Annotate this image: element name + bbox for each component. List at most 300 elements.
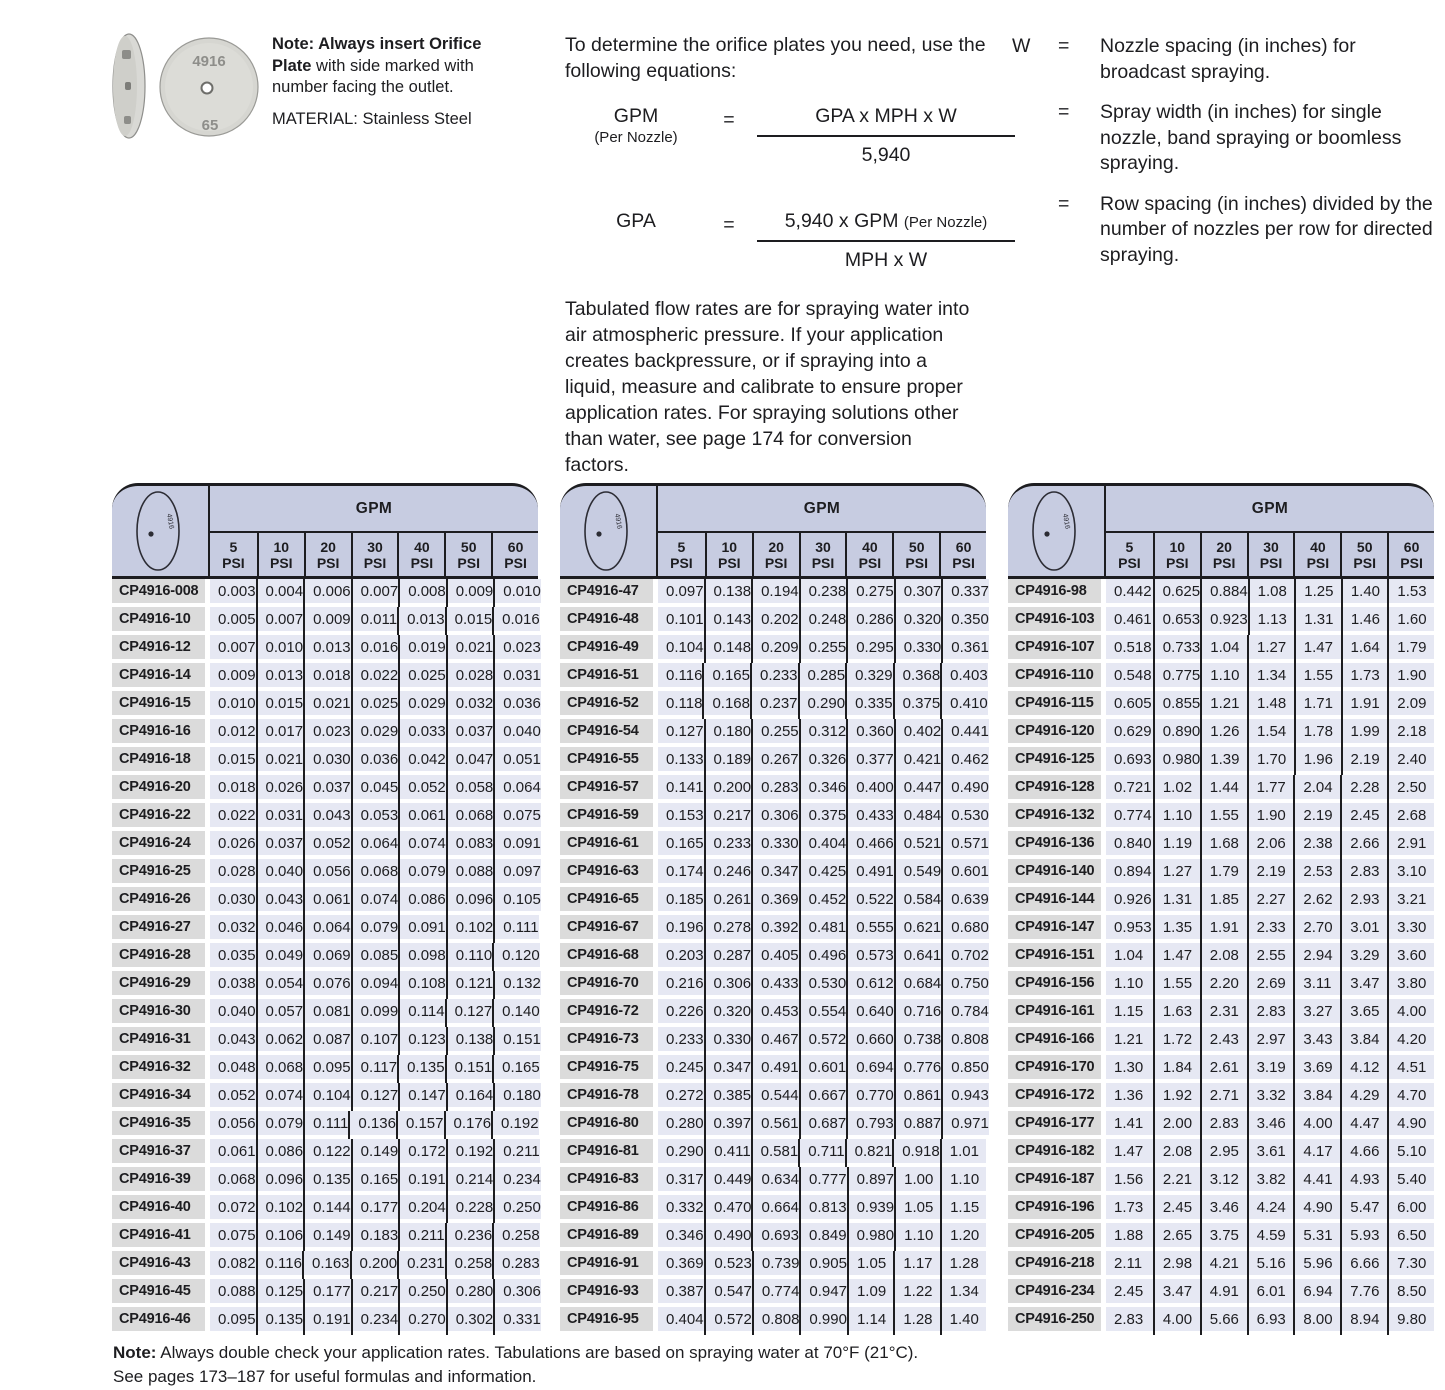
gpm-value-cell: 2.45 [1106, 1279, 1153, 1307]
gpm-value-cell: 0.138 [704, 579, 752, 607]
table-row [112, 1307, 541, 1335]
gpm-value-cell: 0.211 [398, 1223, 444, 1251]
gpm-value-cell: 4.24 [1247, 1195, 1294, 1223]
gpm-value-cell: 0.392 [751, 915, 799, 943]
part-number-cell: CP4916-70 [560, 971, 658, 999]
gpm-value-cell: 0.015 [445, 607, 493, 635]
gpm-value-cell: 0.116 [658, 663, 702, 691]
gpm-value-cell: 0.306 [704, 971, 752, 999]
table-row [560, 1195, 986, 1223]
gpm-value-cell: 1.00 [894, 1167, 940, 1195]
gpm-value-cell: 1.46 [1341, 607, 1388, 635]
gpm-value-cell: 0.694 [846, 1055, 894, 1083]
gpm-value-cell: 0.191 [398, 1167, 446, 1195]
gpm-value-cell: 0.295 [846, 635, 894, 663]
gpm-value-cell: 0.739 [752, 1251, 800, 1279]
gpm-value-cell: 0.032 [210, 915, 256, 943]
gpm-value-cell: 0.086 [398, 887, 446, 915]
table-row [1008, 691, 1434, 719]
gpm-value-cell: 0.447 [894, 775, 942, 803]
gpm-value-cell: 0.123 [398, 1027, 446, 1055]
gpm-value-cell: 1.21 [1106, 1027, 1153, 1055]
gpm-value-cell: 6.50 [1387, 1223, 1434, 1251]
gpm-value-cell: 0.102 [256, 1195, 304, 1223]
gpm-value-cell: 0.813 [799, 1195, 847, 1223]
gpm-value-cell: 1.73 [1341, 663, 1388, 691]
gpm-value-cell: 0.010 [210, 691, 256, 719]
footer-note-bold: Note: [113, 1343, 157, 1362]
gpm-value-cell: 1.41 [1106, 1111, 1153, 1139]
gpm-value-cell: 0.821 [845, 1139, 893, 1167]
gpm-value-cell: 1.48 [1247, 691, 1294, 719]
part-number-cell: CP4916-98 [1008, 579, 1106, 607]
gpm-value-cell: 0.149 [303, 1223, 351, 1251]
table-row [560, 887, 989, 915]
part-number-cell: CP4916-72 [560, 999, 658, 1027]
gpm-value-cell: 3.65 [1340, 999, 1387, 1027]
gpm-value-cell: 0.214 [446, 1167, 494, 1195]
gpm-value-cell: 0.074 [398, 831, 446, 859]
gpm-value-cell: 0.013 [303, 635, 351, 663]
gpm-value-cell: 2.08 [1153, 1139, 1200, 1167]
gpm-value-cell: 0.028 [210, 859, 256, 887]
gpm-value-cell: 4.00 [1293, 1111, 1340, 1139]
gpm-value-cell: 1.47 [1153, 943, 1200, 971]
gpm-value-cell: 0.165 [351, 1167, 399, 1195]
part-number-cell: CP4916-40 [112, 1195, 210, 1223]
gpm-value-cell: 5.66 [1200, 1307, 1247, 1335]
w-definition-text: Spray width (in inches) for single nozzle, band spraying or boomless spraying. [1100, 101, 1402, 174]
gpm-value-cell: 3.19 [1247, 1055, 1294, 1083]
orifice-plate-icon [112, 486, 210, 576]
gpm-value-cell: 2.33 [1247, 915, 1294, 943]
gpm-value-cell: 1.68 [1200, 831, 1247, 859]
gpm-value-cell: 0.019 [398, 635, 446, 663]
gpm-value-cell: 1.71 [1294, 691, 1341, 719]
gpm-value-cell: 0.088 [210, 1279, 256, 1307]
table-row [112, 1055, 538, 1083]
gpm-value-cell: 1.05 [894, 1195, 940, 1223]
part-number-cell: CP4916-107 [1008, 635, 1106, 663]
table-row [112, 1195, 541, 1223]
table-row [1008, 1251, 1434, 1279]
gpm-value-cell: 5.96 [1293, 1251, 1340, 1279]
gpm-value-cell: 0.185 [658, 887, 704, 915]
part-number-cell: CP4916-28 [112, 943, 210, 971]
gpm-value-cell: 0.076 [303, 971, 351, 999]
part-number-cell: CP4916-54 [560, 719, 658, 747]
table-row [112, 1167, 541, 1195]
equations-intro: To determine the orifice plates you need, use the following equations: [565, 34, 986, 82]
gpm-value-cell: 1.22 [893, 1279, 939, 1307]
gpm-value-cell: 0.306 [493, 1279, 541, 1307]
gpm-value-cell: 0.018 [210, 775, 256, 803]
gpm-value-cell: 0.015 [210, 747, 256, 775]
gpm-value-cell: 1.04 [1106, 943, 1153, 971]
table-row [560, 1251, 986, 1279]
gpm-value-cell: 0.052 [210, 1083, 256, 1111]
part-number-cell: CP4916-24 [112, 831, 210, 859]
gpm-value-cell: 0.267 [751, 747, 799, 775]
gpm-value-cell: 0.410 [940, 691, 988, 719]
gpm-value-cell: 0.521 [894, 831, 942, 859]
table-row [112, 831, 541, 859]
gpm-value-cell: 0.004 [256, 579, 304, 607]
part-number-cell: CP4916-73 [560, 1027, 658, 1055]
gpm-value-cell: 2.08 [1200, 943, 1247, 971]
gpm-value-cell: 0.144 [303, 1195, 351, 1223]
gpm-value-cell: 2.19 [1293, 803, 1340, 831]
equals-sign: = [723, 214, 735, 236]
gpm-value-cell: 0.013 [397, 607, 445, 635]
table-row [112, 579, 541, 607]
gpm-value-cell: 0.421 [894, 747, 942, 775]
gpm-value-cell: 0.069 [303, 943, 351, 971]
part-number-cell: CP4916-43 [112, 1251, 210, 1279]
part-number-cell: CP4916-182 [1008, 1139, 1106, 1167]
gpm-value-cell: 0.030 [303, 747, 351, 775]
part-number-cell: CP4916-41 [112, 1223, 210, 1251]
gpm-value-cell: 0.157 [396, 1111, 444, 1139]
gpm-value-cell: 4.66 [1340, 1139, 1387, 1167]
gpm-value-cell: 0.211 [493, 1139, 539, 1167]
gpm-value-cell: 0.433 [846, 803, 894, 831]
gpm-value-cell: 1.40 [940, 1307, 986, 1335]
table-row [560, 971, 989, 999]
gpm-value-cell: 2.91 [1387, 831, 1434, 859]
gpm-value-cell: 0.452 [799, 887, 847, 915]
part-number-cell: CP4916-48 [560, 607, 658, 635]
gpm-value-cell: 1.77 [1247, 775, 1294, 803]
gpm-value-cell: 0.302 [446, 1307, 494, 1335]
gpm-value-cell: 1.60 [1387, 607, 1434, 635]
table-row [1008, 1055, 1434, 1083]
gpm-label: GPM [613, 105, 659, 127]
table-row [1008, 1223, 1434, 1251]
gpm-value-cell: 2.00 [1153, 1111, 1200, 1139]
plate-icon-label: 4916 [165, 513, 175, 530]
psi-column-header: 50 PSI [444, 533, 491, 576]
gpm-value-cell: 1.10 [940, 1167, 986, 1195]
gpm-value-cell: 0.031 [256, 803, 304, 831]
part-number-cell: CP4916-26 [112, 887, 210, 915]
part-number-cell: CP4916-63 [560, 859, 658, 887]
gpm-value-cell: 0.056 [303, 859, 351, 887]
gpm-value-cell: 0.132 [493, 971, 541, 999]
disc-bottom-label: 65 [201, 117, 219, 134]
gpm-value-cell: 1.44 [1200, 775, 1247, 803]
table-row [1008, 747, 1434, 775]
gpm-value-cell: 0.808 [941, 1027, 989, 1055]
gpm-value-cell: 0.091 [493, 831, 541, 859]
gpm-value-cell: 1.55 [1200, 803, 1247, 831]
gpm-value-cell: 1.15 [940, 1195, 986, 1223]
gpm-value-cell: 2.71 [1200, 1083, 1247, 1111]
gpm-value-cell: 1.10 [1106, 971, 1153, 999]
gpm-value-cell: 0.165 [492, 1055, 540, 1083]
gpm-value-cell: 3.32 [1247, 1083, 1294, 1111]
gpm-value-cell: 0.011 [351, 607, 397, 635]
plate-icon-label: 4916 [1061, 513, 1071, 530]
gpm-value-cell: 0.203 [658, 943, 704, 971]
gpm-value-cell: 0.234 [351, 1307, 399, 1335]
gpm-value-cell: 2.18 [1387, 719, 1434, 747]
part-number-cell: CP4916-18 [112, 747, 210, 775]
gpm-value-cell: 0.127 [658, 719, 704, 747]
gpm-value-cell: 0.217 [351, 1279, 399, 1307]
gpm-value-cell: 1.84 [1153, 1055, 1200, 1083]
table-row [1008, 1139, 1434, 1167]
part-number-cell: CP4916-218 [1008, 1251, 1106, 1279]
table-row [112, 775, 541, 803]
gpm-value-cell: 0.114 [398, 999, 444, 1027]
gpm-value-cell: 0.639 [941, 887, 989, 915]
gpm-value-cell: 0.329 [845, 663, 893, 691]
part-number-cell: CP4916-115 [1008, 691, 1106, 719]
part-number-cell: CP4916-12 [112, 635, 210, 663]
gpm-value-cell: 0.046 [256, 915, 304, 943]
gpm-value-cell: 3.84 [1293, 1083, 1340, 1111]
gpm-value-cell: 4.12 [1340, 1055, 1387, 1083]
gpm-value-cell: 2.98 [1153, 1251, 1200, 1279]
gpm-value-cell: 1.15 [1106, 999, 1153, 1027]
gpm-value-cell: 0.007 [210, 635, 256, 663]
gpm-value-cell: 1.28 [940, 1251, 986, 1279]
table-row [560, 719, 989, 747]
gpm-value-cell: 1.27 [1153, 859, 1200, 887]
gpm-value-cell: 0.037 [303, 775, 351, 803]
gpm-value-cell: 0.330 [751, 831, 799, 859]
gpm-value-cell: 0.905 [799, 1251, 847, 1279]
gpm-value-cell: 0.317 [658, 1167, 704, 1195]
plate-icon-label: 4916 [613, 513, 623, 530]
gpm-value-cell: 0.007 [256, 607, 304, 635]
gpm-value-cell: 0.404 [799, 831, 847, 859]
gpm-value-cell: 0.009 [446, 579, 494, 607]
table-row [1008, 971, 1434, 999]
gpm-value-cell: 0.189 [704, 747, 752, 775]
gpm-value-cell: 0.061 [303, 887, 351, 915]
psi-column-header: 5 PSI [222, 538, 245, 571]
gpm-value-cell: 0.680 [941, 915, 989, 943]
equations-section [565, 32, 1000, 271]
gpm-value-cell: 2.31 [1200, 999, 1247, 1027]
gpm-value-cell: 2.83 [1247, 999, 1294, 1027]
gpm-value-cell: 0.234 [493, 1167, 541, 1195]
gpm-value-cell: 2.68 [1387, 803, 1434, 831]
gpm-value-cell: 0.177 [303, 1279, 351, 1307]
gpm-value-cell: 5.40 [1387, 1167, 1434, 1195]
gpm-value-cell: 0.939 [847, 1195, 895, 1223]
gpm-value-cell: 1.55 [1153, 971, 1200, 999]
gpm-value-cell: 0.523 [704, 1251, 752, 1279]
gpm-value-cell: 0.245 [658, 1055, 704, 1083]
gpm-value-cell: 1.99 [1341, 719, 1388, 747]
gpm-value-cell: 0.003 [210, 579, 256, 607]
gpm-value-cell: 1.05 [847, 1251, 893, 1279]
gpm-value-cell: 0.036 [493, 691, 541, 719]
table-row [1008, 1111, 1434, 1139]
table-row [1008, 999, 1434, 1027]
gpm-value-cell: 0.947 [799, 1279, 847, 1307]
gpa-numerator-small: (Per Nozzle) [903, 214, 988, 231]
gpa-fraction [757, 210, 1015, 272]
gpm-value-cell: 4.00 [1153, 1307, 1200, 1335]
gpm-value-cell: 1.01 [940, 1139, 986, 1167]
gpm-value-cell: 3.47 [1153, 1279, 1200, 1307]
gpm-value-cell: 0.346 [658, 1223, 704, 1251]
table-row [112, 607, 538, 635]
table-row [560, 747, 989, 775]
table-row [560, 943, 989, 971]
psi-column-header: 5 PSI [670, 538, 693, 571]
table-row [112, 1027, 541, 1055]
gpm-value-cell: 0.106 [256, 1223, 304, 1251]
gpm-value-cell: 0.887 [894, 1111, 942, 1139]
gpm-value-cell: 0.449 [704, 1167, 752, 1195]
table-row [112, 1139, 538, 1167]
table-row [1008, 831, 1434, 859]
gpm-value-cell: 0.337 [941, 579, 989, 607]
equals-sign: = [1058, 192, 1070, 215]
gpm-value-cell: 0.087 [303, 1027, 351, 1055]
gpm-value-cell: 0.953 [1106, 915, 1153, 943]
gpm-value-cell: 0.009 [210, 663, 256, 691]
gpm-value-cell: 0.096 [446, 887, 494, 915]
gpm-value-cell: 0.091 [398, 915, 446, 943]
w-symbol: W [1012, 35, 1031, 57]
table-row [560, 831, 989, 859]
gpm-value-cell: 0.068 [256, 1055, 304, 1083]
gpm-value-cell: 6.01 [1247, 1279, 1294, 1307]
insert-note [272, 34, 496, 99]
gpm-value-cell: 2.94 [1293, 943, 1340, 971]
part-number-cell: CP4916-30 [112, 999, 210, 1027]
gpm-value-cell: 2.04 [1293, 775, 1340, 803]
gpm-value-cell: 0.200 [704, 775, 752, 803]
gpm-value-cell: 0.490 [704, 1223, 752, 1251]
gpm-value-cell: 0.402 [894, 719, 942, 747]
gpm-value-cell: 0.255 [751, 719, 799, 747]
gpm-value-cell: 0.108 [398, 971, 446, 999]
gpm-value-cell: 2.19 [1247, 859, 1294, 887]
table-row [560, 635, 989, 663]
gpm-value-cell: 0.033 [398, 719, 446, 747]
gpm-value-cell: 0.918 [892, 1139, 940, 1167]
gpm-value-cell: 0.629 [1106, 719, 1153, 747]
table-row [112, 1279, 541, 1307]
table-row [560, 775, 989, 803]
gpm-value-cell: 0.010 [256, 635, 304, 663]
gpm-value-cell: 1.63 [1153, 999, 1200, 1027]
table-row [112, 1251, 538, 1279]
gpm-value-cell: 0.548 [1106, 663, 1153, 691]
gpm-value-cell: 0.094 [351, 971, 399, 999]
gpm-value-cell: 0.072 [210, 1195, 256, 1223]
gpm-value-cell: 0.064 [493, 775, 541, 803]
gpm-value-cell: 2.50 [1387, 775, 1434, 803]
gpm-value-cell: 2.62 [1293, 887, 1340, 915]
gpm-value-cell: 0.687 [799, 1111, 847, 1139]
table-row [1008, 859, 1434, 887]
gpm-value-cell: 0.283 [751, 775, 799, 803]
gpm-value-cell: 0.347 [751, 859, 799, 887]
gpm-value-cell: 0.346 [799, 775, 847, 803]
gpm-value-cell: 2.83 [1340, 859, 1387, 887]
gpm-value-cell: 0.849 [799, 1223, 847, 1251]
gpm-value-cell: 2.11 [1106, 1251, 1153, 1279]
gpm-value-cell: 0.496 [799, 943, 847, 971]
gpm-value-cell: 3.12 [1200, 1167, 1247, 1195]
gpm-value-cell: 0.601 [941, 859, 989, 887]
part-number-cell: CP4916-83 [560, 1167, 658, 1195]
part-number-cell: CP4916-234 [1008, 1279, 1106, 1307]
gpm-value-cell: 0.202 [751, 607, 799, 635]
part-number-cell: CP4916-61 [560, 831, 658, 859]
part-number-cell: CP4916-81 [560, 1139, 658, 1167]
gpm-value-cell: 0.518 [1106, 635, 1153, 663]
gpm-value-cell: 0.387 [658, 1279, 704, 1307]
gpm-value-cell: 0.006 [303, 579, 351, 607]
gpm-value-cell: 0.840 [1106, 831, 1153, 859]
gpm-value-cell: 4.47 [1340, 1111, 1387, 1139]
flow-table-2 [560, 483, 989, 1335]
gpm-value-cell: 1.26 [1200, 719, 1247, 747]
gpm-value-cell: 2.95 [1200, 1139, 1247, 1167]
gpm-value-cell: 0.283 [492, 1251, 540, 1279]
gpm-value-cell: 0.320 [704, 999, 752, 1027]
gpm-value-cell: 0.045 [351, 775, 399, 803]
gpm-value-cell: 0.306 [751, 803, 799, 831]
gpm-value-cell: 0.191 [303, 1307, 351, 1335]
gpm-value-cell: 0.122 [303, 1139, 351, 1167]
table-row [112, 999, 538, 1027]
gpm-value-cell: 0.312 [799, 719, 847, 747]
part-number-cell: CP4916-49 [560, 635, 658, 663]
gpm-sublabel: (Per Nozzle) [594, 129, 678, 146]
gpm-value-cell: 0.180 [704, 719, 752, 747]
gpm-value-cell: 0.075 [210, 1223, 256, 1251]
gpm-value-cell: 3.11 [1293, 971, 1340, 999]
part-number-cell: CP4916-125 [1008, 747, 1106, 775]
gpm-value-cell: 0.196 [658, 915, 704, 943]
gpm-value-cell: 1.47 [1294, 635, 1341, 663]
gpm-value-cell: 2.69 [1247, 971, 1294, 999]
gpm-value-cell: 0.280 [658, 1111, 704, 1139]
gpm-value-cell: 0.120 [492, 943, 540, 971]
gpa-equation-label [571, 210, 701, 233]
gpm-value-cell: 1.10 [894, 1223, 940, 1251]
gpm-value-cell: 0.026 [256, 775, 304, 803]
gpm-value-cell: 0.052 [303, 831, 351, 859]
gpm-value-cell: 1.47 [1106, 1139, 1153, 1167]
table-row [1008, 663, 1434, 691]
gpm-value-cell: 2.65 [1153, 1223, 1200, 1251]
gpm-value-cell: 9.80 [1387, 1307, 1434, 1335]
gpm-value-cell: 2.06 [1247, 831, 1294, 859]
gpm-value-cell: 0.369 [751, 887, 799, 915]
gpm-value-cell: 1.09 [847, 1279, 893, 1307]
gpm-value-cell: 0.098 [398, 943, 446, 971]
gpm-value-cell: 0.194 [751, 579, 799, 607]
gpm-value-cell: 0.441 [941, 719, 989, 747]
gpm-value-cell: 2.43 [1200, 1027, 1247, 1055]
gpm-value-cell: 0.068 [210, 1167, 256, 1195]
gpm-value-cell: 0.522 [846, 887, 894, 915]
table-row [560, 1307, 986, 1335]
gpm-value-cell: 0.038 [210, 971, 256, 999]
footer-line-2: See pages 173–187 for useful formulas and information. [113, 1366, 537, 1386]
